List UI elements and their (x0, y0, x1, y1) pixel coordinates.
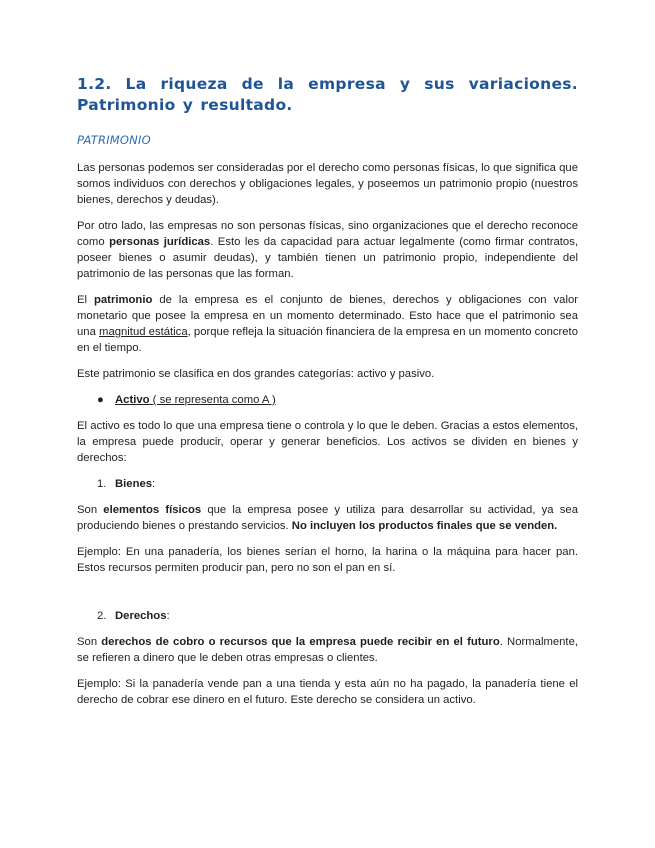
bold-term-elementos-fisicos: elementos físicos (103, 504, 202, 516)
bold-term-derechos-de-cobro: derechos de cobro o recursos que la empresa puede recibir en el futuro (101, 636, 500, 648)
bullet-label-activo: Activo (115, 394, 153, 406)
text-run: . Normalmente, se refieren a dinero que le deben otras empresas o clientes. (77, 636, 578, 664)
paragraph-bienes-ejemplo: Ejemplo: En una panadería, los bienes serían el horno, la harina o la máquina para hacer pan. Estos recursos permiten producir pan, pero no son el pan en sí. (77, 546, 578, 574)
bold-term-patrimonio: patrimonio (94, 294, 153, 306)
paragraph-activo-definition: El activo es todo lo que una empresa tiene o controla y lo que le deben. Gracias a estos elementos, la empresa puede producir, operar y generar beneficios. Los activos se dividen en bienes y derechos: (77, 420, 578, 464)
numbered-label-derechos: Derechos (115, 610, 167, 622)
text-run: de la empresa es el conjunto de bienes, derechos y obligaciones con valor monetario que posee la empresa en un momento determinado. Esto hace que el patrimonio sea una (77, 294, 579, 338)
paragraph-derechos-ejemplo: Ejemplo: Si la panadería vende pan a una tienda y esta aún no ha pagado, la panadería tiene el derecho de cobrar ese dinero en el futuro. Este derecho se considera un activo. (77, 678, 578, 706)
paragraph-bienes-definition (77, 502, 578, 534)
bold-term-personas-juridicas: personas jurídicas (109, 236, 211, 248)
section-label: PATRIMONIO (77, 133, 151, 147)
text-run: Por otro lado, las empresas no son personas físicas, sino organizaciones que el derecho reconoce como (77, 220, 578, 248)
numbered-label-bienes: Bienes (115, 478, 153, 490)
list-colon: : (166, 610, 170, 622)
text-run: . Esto les da capacidad para actuar legalmente (como firmar contratos, poseer bienes o asumir deudas), y también tienen un patrimonio propio, independiente del patrimonio de las personas que las forman. (77, 236, 578, 280)
spacer (77, 586, 578, 608)
text-run: El (77, 294, 94, 306)
paragraph-personas-fisicas: Las personas podemos ser consideradas por el derecho como personas físicas, lo que significa que somos individuos con derechos y obligaciones legales, y poseemos un patrimonio propio (nuestros bienes, derechos y deudas). (77, 162, 578, 206)
paragraph-patrimonio-definition (77, 292, 578, 356)
text-run: Son (77, 636, 102, 648)
bullet-item-activo (77, 392, 578, 408)
paragraph-clasificacion: Este patrimonio se clasifica en dos grandes categorías: activo y pasivo. (77, 368, 435, 380)
text-run: Son (77, 504, 104, 516)
page-title: 1.2. La riqueza de la empresa y sus variaciones. Patrimonio y resultado. (77, 75, 578, 114)
paragraph-derechos-definition (77, 634, 578, 666)
text-run: , porque refleja la situación financiera de la empresa en un momento concreto en el tiempo. (77, 326, 578, 354)
numbered-item-bienes (77, 476, 578, 492)
list-number: 2. (97, 610, 107, 622)
bullet-marker: ● (97, 394, 104, 406)
paragraph-personas-juridicas (77, 218, 578, 282)
list-number: 1. (97, 478, 107, 490)
text-run: que la empresa posee y utiliza para desarrollar su actividad, ya sea produciendo bienes o prestando servicios. (77, 504, 578, 532)
bullet-rest-activo: ( se representa como A ) (152, 394, 276, 406)
bold-note-no-incluyen: No incluyen los productos finales que se venden. (291, 520, 558, 532)
numbered-item-derechos (77, 608, 578, 624)
underlined-term-magnitud-estatica: magnitud estática (99, 326, 188, 338)
list-colon: : (152, 478, 156, 490)
